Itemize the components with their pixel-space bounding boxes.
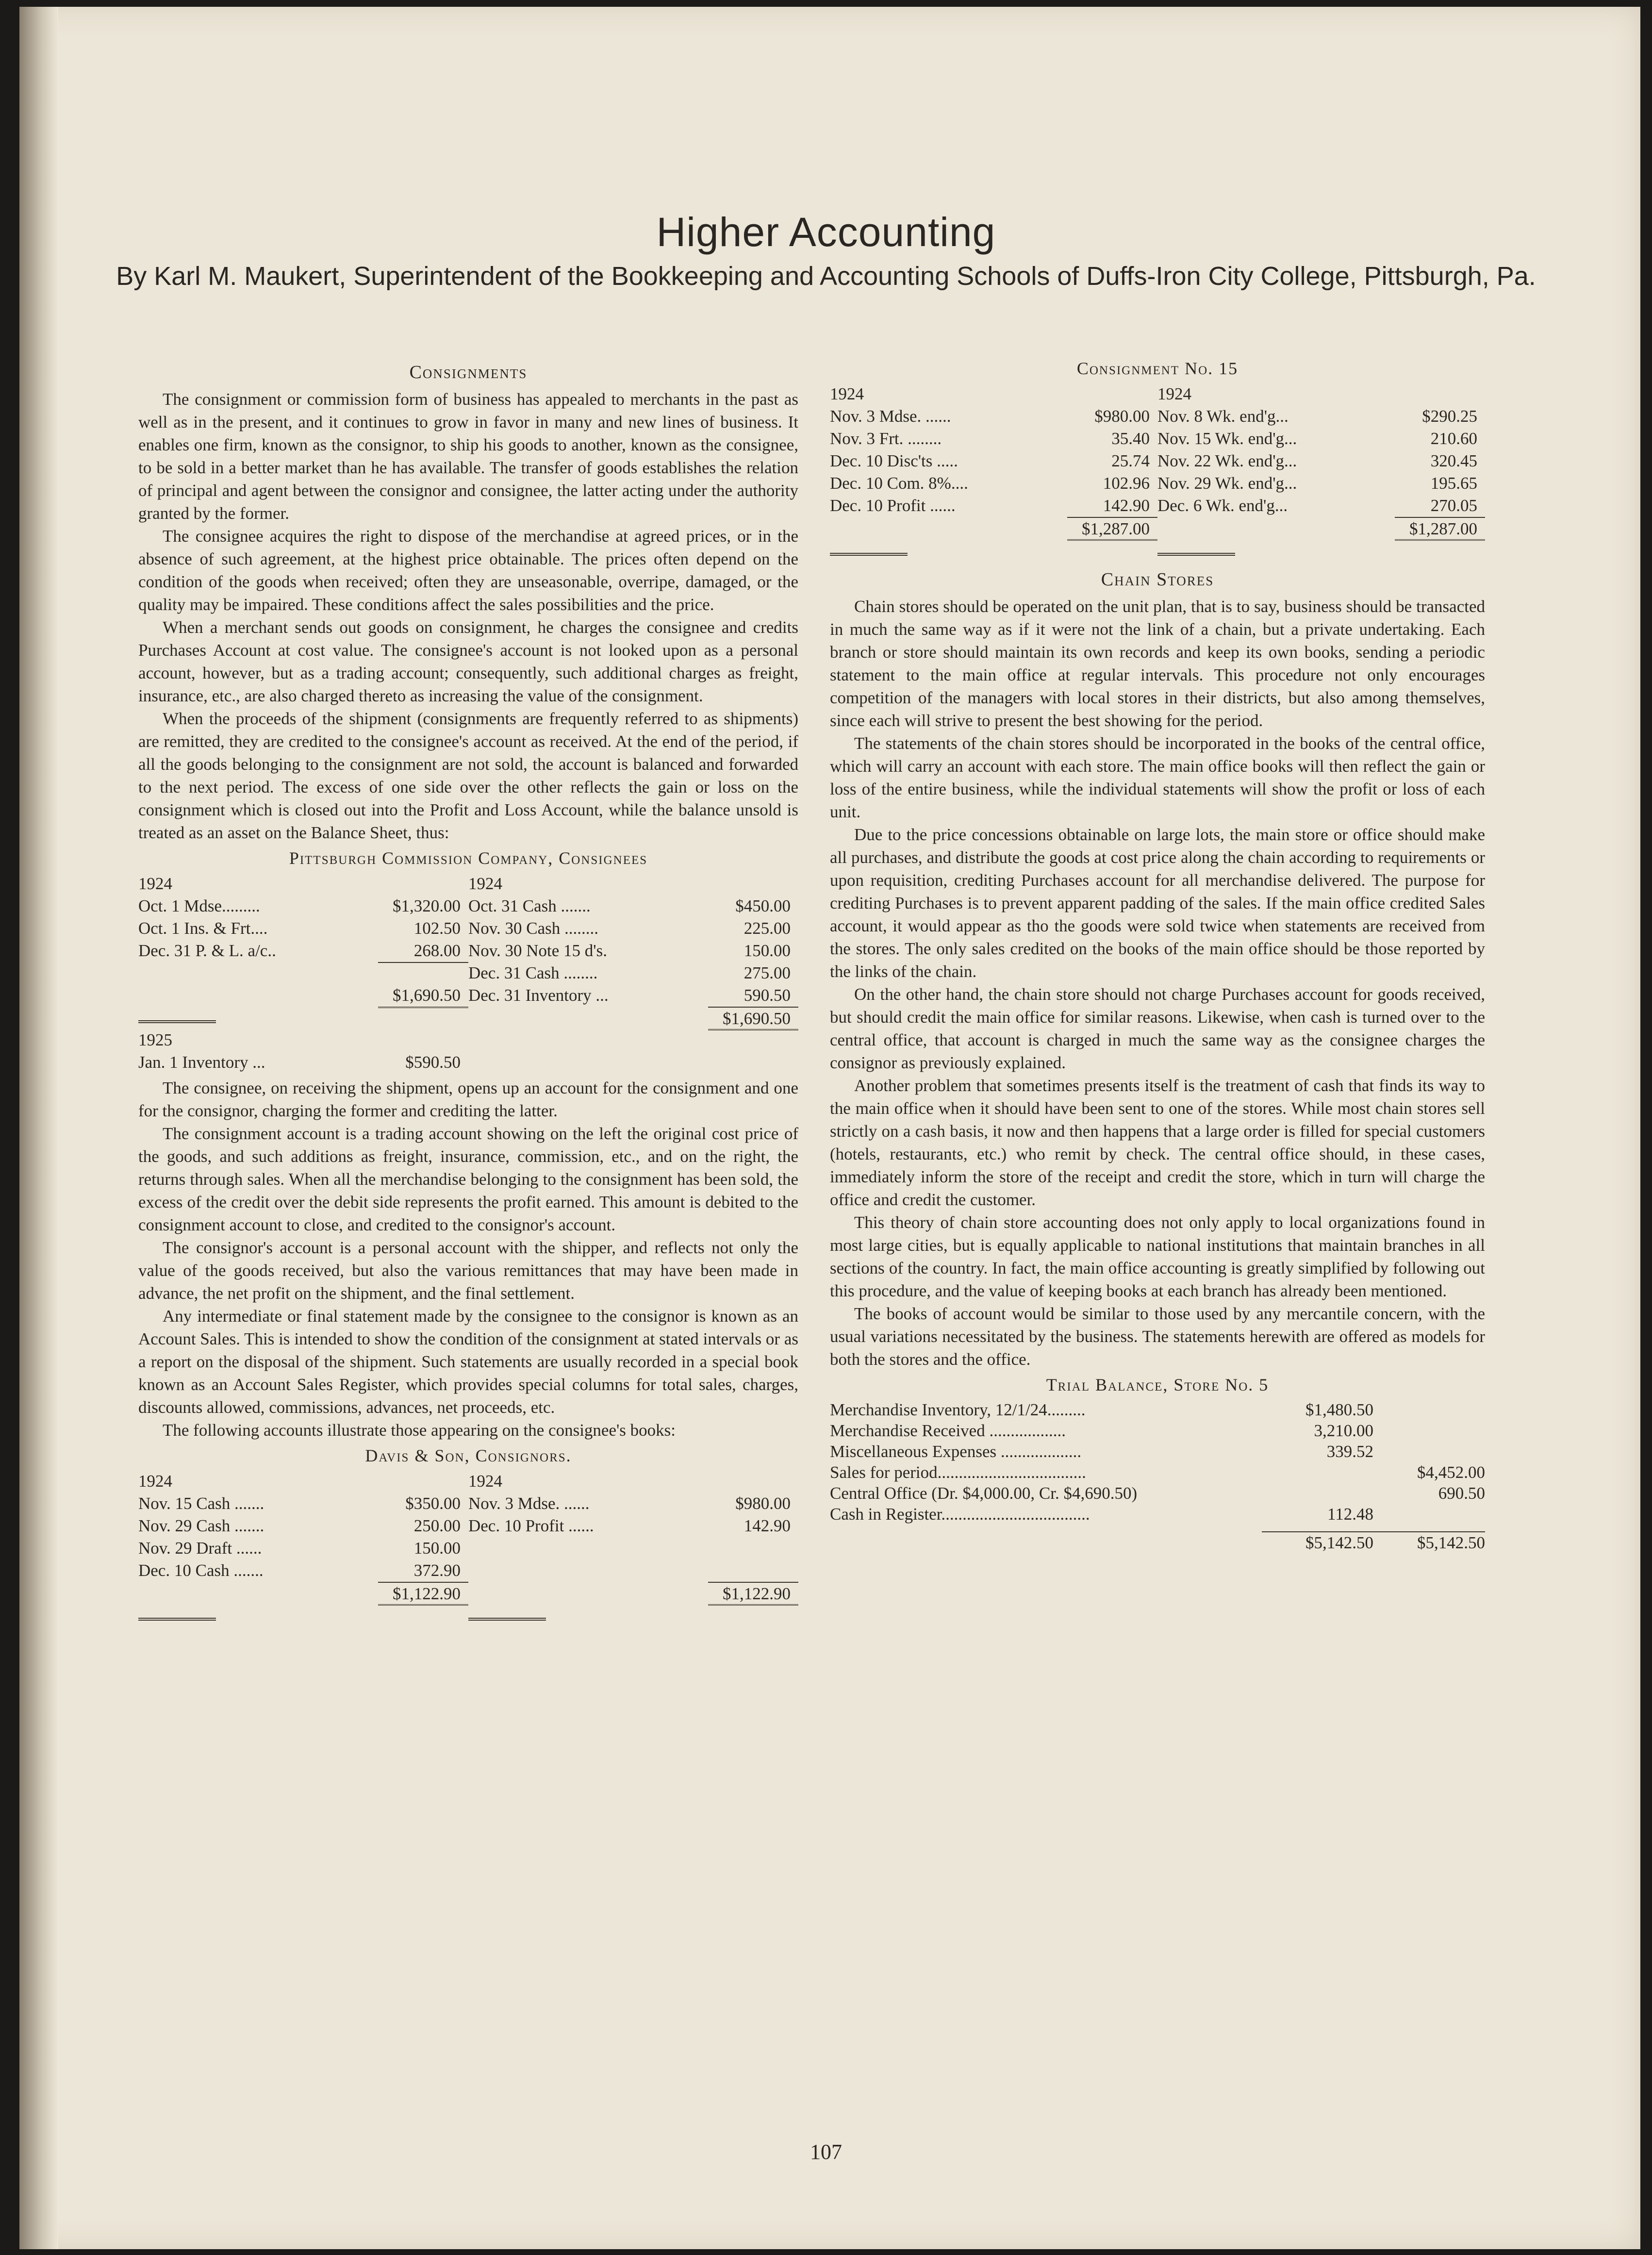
ledger-entry: Jan. 1 Inventory ... xyxy=(138,1053,265,1072)
ledger-amount: $590.50 xyxy=(405,1053,461,1072)
trial-balance-credit xyxy=(1373,1504,1485,1525)
paragraph: On the other hand, the chain store should not charge Purchases account for goods received, but should credit the main office for similar reasons. Likewise, when cash is turned over to the central office, that account is charged in much the same way as the consignee charges the consignor as previously explained. xyxy=(830,985,1485,1072)
trial-balance-row xyxy=(830,1420,1485,1441)
ledger-row xyxy=(830,495,1485,517)
double-rule xyxy=(1157,553,1235,556)
paragraph: The books of account would be similar to those used by any mercantile concern, with the usual variations necessitated by the business. The statements herewith are offered as models for both the stores and the office. xyxy=(830,1304,1485,1369)
ledger-year-row xyxy=(138,1470,798,1492)
ledger-entry xyxy=(138,984,378,1007)
ledger-row xyxy=(138,1537,798,1559)
paragraph: Due to the price concessions obtainable on large lots, the main store or office should make all purchases, and distribute the goods at cost price along the chain according to requirements or upon requisition, crediting Purchases account for all merchandise delivered. The purpose for crediting Purchases is to prevent apparent padding of the sales. If the main office credited Sales account, it would appear as tho the goods were sold twice when statements are received from the stores. The only sales credited on the books of the main office should be those reported by the links of the chain. xyxy=(830,825,1485,981)
ledger-amount: 150.00 xyxy=(413,1539,461,1558)
trial-balance-credit: 690.50 xyxy=(1438,1484,1485,1503)
ledger-amount: $1,690.50 xyxy=(393,986,461,1005)
book-gutter xyxy=(19,7,58,2249)
ledger-heading: Davis & Son, Consignors. xyxy=(365,1446,572,1465)
trial-balance-item: Cash in Register................................... xyxy=(830,1505,1090,1524)
paragraph: Any intermediate or final statement made by the consignee to the consignor is known as an Account Sales. This is intended to show the condition of the consignment at stated intervals or as a report on the disposal of the shipment. Such statements are usually recorded in a special book known as an Account Sales Register, which provides special columns for total sales, charges, discounts allowed, commissions, advances, net proceeds, etc. xyxy=(138,1307,798,1417)
article-header xyxy=(0,209,1652,293)
paragraph: When a merchant sends out goods on consignment, he charges the consignee and credits Purchases Account at cost value. The consignee's account is not looked upon as a personal account, however, but as a trading account; consequently, such additional charges as freight, insurance, etc., are also charged thereto as increasing the value of the consignment. xyxy=(138,618,798,705)
ledger-entry: Nov. 8 Wk. end'g... xyxy=(1157,407,1289,426)
trial-balance-item: Merchandise Inventory, 12/1/24......... xyxy=(830,1400,1086,1419)
ledger-davis-son xyxy=(138,1444,798,1626)
trial-balance-item: Central Office (Dr. $4,000.00, Cr. $4,690.50) xyxy=(830,1484,1138,1503)
section-heading-chain-stores: Chain Stores xyxy=(1101,569,1214,590)
ledger-year: 1924 xyxy=(830,384,864,403)
ledger-rule xyxy=(708,1029,798,1051)
ledger-entry: Oct. 31 Cash ....... xyxy=(468,896,591,915)
double-rule xyxy=(138,1020,216,1023)
double-rule xyxy=(468,1618,546,1621)
paragraph: The consignment or commission form of business has appealed to merchants in the past as well as in the present, and it continues to grow in favor in many and new lines of business. It enables one firm, known as the consignor, to ship his goods to another, known as the consignee, to be sold in a better market than he has available. The transfer of goods establishes the relation of principal and agent between the consignor and consignee, the latter acting under the authority granted by the former. xyxy=(138,390,798,523)
ledger-row xyxy=(138,1515,798,1537)
ledger-amount: 372.90 xyxy=(413,1561,461,1580)
ledger-total-row xyxy=(138,1007,798,1029)
paragraph: Another problem that sometimes presents itself is the treatment of cash that finds its way to the main office when it should have been sent to one of the stores. While most chain stores sell strictly on a cash basis, it now and then happens that a large order is filled for special customers (hotels, restaurants, etc.) who remit by check. The central office should, in these cases, immediately inform the store of the receipt and credit the store, which in turn will charge the office and credit the customer. xyxy=(830,1076,1485,1209)
ledger-amount: $350.00 xyxy=(405,1494,461,1513)
ledger-year: 1924 xyxy=(138,874,172,893)
ledger-row xyxy=(138,984,798,1007)
trial-balance-debit xyxy=(1262,1483,1373,1504)
ledger-total: $1,287.00 xyxy=(1067,517,1157,539)
ledger-amount: 250.00 xyxy=(413,1516,461,1535)
ledger-rule xyxy=(1395,539,1485,562)
ledger-rule xyxy=(378,1007,468,1029)
paragraph: The statements of the chain stores should be incorporated in the books of the central office, which will carry an account with each store. The main office books will then reflect the gain or loss of the entire business, while the individual statements will show the profit or loss of each unit. xyxy=(830,734,1485,821)
ledger-row xyxy=(138,940,798,962)
section-heading-consignments: Consignments xyxy=(409,362,528,382)
ledger-entry: Nov. 29 Wk. end'g... xyxy=(1157,474,1297,493)
ledger-amount: $980.00 xyxy=(735,1494,791,1513)
ledger-total: $1,122.90 xyxy=(708,1582,798,1604)
trial-balance-credit xyxy=(1373,1420,1485,1441)
trial-balance-row xyxy=(830,1399,1485,1420)
trial-balance-item: Sales for period................................... xyxy=(830,1463,1086,1482)
article-byline: By Karl M. Maukert, Superintendent of the Bookkeeping and Accounting Schools of Duffs-Iron City College, Pittsburgh, Pa. xyxy=(116,262,1536,291)
ledger-amount: 225.00 xyxy=(743,919,791,938)
paragraph: The consignee, on receiving the shipment, opens up an account for the consignment and one for the consignor, charging the former and crediting the latter. xyxy=(138,1078,798,1120)
trial-balance-row xyxy=(830,1483,1485,1504)
ledger-amount: $450.00 xyxy=(735,896,791,915)
paragraph: Chain stores should be operated on the unit plan, that is to say, business should be transacted in much the same way as if it were not the link of a chain, but a private undertaking. Each branch or store should maintain its own records and keep its own books, sending a periodic statement to the main office at regular intervals. This procedure not only encourages competition of the managers with local stores in their districts, but also among themselves, since each will strive to present the best showing for the period. xyxy=(830,597,1485,730)
ledger-year-row xyxy=(138,873,798,895)
ledger-pittsburgh-commission xyxy=(138,847,798,1074)
ledger-row xyxy=(830,472,1485,495)
trial-balance-debit: 3,210.00 xyxy=(1314,1421,1373,1440)
paragraph: The consignor's account is a personal account with the shipper, and reflects not only the value of the goods received, but also the various remittances that may have been made in advance, the net profit on the shipment, and the final settlement. xyxy=(138,1238,798,1303)
ledger-total-row xyxy=(138,1582,798,1604)
ledger-row xyxy=(138,1051,798,1074)
ledger-total: $1,122.90 xyxy=(378,1582,468,1604)
ledger-amount: $290.25 xyxy=(1422,407,1477,426)
trial-balance-credit xyxy=(1373,1441,1485,1462)
ledger-entry: Nov. 15 Wk. end'g... xyxy=(1157,429,1297,448)
ledger-row xyxy=(830,450,1485,472)
trial-balance-debit xyxy=(1262,1462,1373,1483)
double-rule xyxy=(830,553,908,556)
ledger-year: 1924 xyxy=(468,1472,502,1491)
ledger-year: 1924 xyxy=(138,1472,172,1491)
ledger-entry: Dec. 31 Inventory ... xyxy=(468,986,609,1005)
ledger-entry: Nov. 15 Cash ....... xyxy=(138,1494,264,1513)
ledger-total: $1,287.00 xyxy=(1395,517,1485,539)
ledger-entry: Dec. 31 Cash ........ xyxy=(468,963,598,982)
ledger-row xyxy=(138,1492,798,1515)
ledger-year-row xyxy=(138,1029,798,1051)
left-column xyxy=(138,354,798,1629)
ledger-row xyxy=(138,962,798,984)
ledger-entry: Nov. 30 Note 15 d's. xyxy=(468,941,607,960)
ledger-entry: Nov. 3 Mdse. ...... xyxy=(830,407,951,426)
ledger-entry: Nov. 3 Frt. ........ xyxy=(830,429,942,448)
trial-balance-row xyxy=(830,1441,1485,1462)
page-number: 107 xyxy=(810,2140,842,2164)
trial-balance-item: Miscellaneous Expenses ................... xyxy=(830,1442,1082,1461)
ledger-entry: Dec. 10 Cash ....... xyxy=(138,1561,264,1580)
trial-balance-debit: $1,480.50 xyxy=(1305,1400,1373,1419)
ledger-entry: Dec. 10 Profit ...... xyxy=(830,496,956,515)
ledger-entry: Oct. 1 Mdse......... xyxy=(138,896,260,915)
trial-balance-debit: 112.48 xyxy=(1327,1505,1373,1524)
ledger-amount: 210.60 xyxy=(1430,429,1477,448)
ledger-amount: 195.65 xyxy=(1430,474,1477,493)
paragraph: This theory of chain store accounting does not only apply to local organizations found in most large cities, but is equally applicable to national institutions that maintain branches in all sections of the country. In fact, the main office accounting is greatly simplified by following out this procedure, and the value of keeping books at each branch has already been mentioned. xyxy=(830,1213,1485,1300)
ledger-rule xyxy=(708,1604,798,1626)
ledger-row xyxy=(830,428,1485,450)
ledger-year-row xyxy=(830,383,1485,405)
trial-balance-store-5 xyxy=(830,1374,1485,1552)
ledger-amount: 142.90 xyxy=(743,1516,791,1535)
ledger-amount: 142.90 xyxy=(1103,496,1150,515)
ledger-row xyxy=(138,917,798,940)
ledger-year: 1924 xyxy=(468,874,502,893)
double-rule xyxy=(138,1618,216,1621)
ledger-amount: 270.05 xyxy=(1430,496,1477,515)
ledger-rule xyxy=(378,1604,468,1626)
ledger-entry: Dec. 31 P. & L. a/c.. xyxy=(138,941,276,960)
right-column xyxy=(830,354,1485,1555)
paragraph: The following accounts illustrate those appearing on the consignee's books: xyxy=(163,1421,676,1440)
ledger-rule-row xyxy=(830,539,1485,562)
ledger-amount: 150.00 xyxy=(743,941,791,960)
trial-balance-credit xyxy=(1373,1399,1485,1420)
paragraph: When the proceeds of the shipment (consignments are frequently referred to as shipments) are remitted, they are credited to the consignee's account as received. At the end of the period, if all the goods belonging to the consignment are not sold, the account is balanced and forwarded to the next period. The excess of one side over the other reflects the gain or loss on the consignment which is closed out into the Profit and Loss Account, while the balance unsold is treated as an asset on the Balance Sheet, thus: xyxy=(138,709,798,842)
trial-balance-credit: $4,452.00 xyxy=(1417,1463,1485,1482)
ledger-entry: Oct. 1 Ins. & Frt.... xyxy=(138,919,268,938)
ledger-year: 1925 xyxy=(138,1030,172,1049)
ledger-year: 1924 xyxy=(1157,384,1191,403)
ledger-heading: Trial Balance, Store No. 5 xyxy=(1046,1375,1269,1394)
trial-balance-total-debit: $5,142.50 xyxy=(1262,1531,1373,1552)
ledger-entry: Dec. 10 Disc'ts ..... xyxy=(830,451,958,470)
ledger-amount: 320.45 xyxy=(1430,451,1477,470)
ledger-entry: Nov. 29 Cash ....... xyxy=(138,1516,264,1535)
ledger-heading: Consignment No. 15 xyxy=(1076,359,1239,378)
ledger-entry: Nov. 30 Cash ........ xyxy=(468,919,599,938)
ledger-heading: Pittsburgh Commission Company, Consignees xyxy=(289,848,648,868)
trial-balance-total-row xyxy=(830,1531,1485,1552)
ledger-amount: $980.00 xyxy=(1094,407,1150,426)
ledger-amount: 102.96 xyxy=(1103,474,1150,493)
trial-balance-total-credit: $5,142.50 xyxy=(1373,1531,1485,1552)
ledger-total: $1,690.50 xyxy=(708,1007,798,1029)
ledger-entry: Nov. 22 Wk. end'g... xyxy=(1157,451,1297,470)
ledger-amount: 275.00 xyxy=(743,963,791,982)
ledger-entry xyxy=(138,962,378,984)
ledger-row xyxy=(830,405,1485,428)
ledger-amount: 102.50 xyxy=(413,919,461,938)
ledger-amount: 590.50 xyxy=(743,986,791,1005)
ledger-entry: Nov. 3 Mdse. ...... xyxy=(468,1494,590,1513)
paragraph: The consignee acquires the right to dispose of the merchandise at agreed prices, or in the absence of such agreement, at the highest price obtainable. The prices often depend on the condition of the goods when received; often they are unseasonable, overripe, damaged, or the quality may be impaired. These conditions affect the sales possibilities and the price. xyxy=(138,527,798,614)
ledger-rule-row xyxy=(138,1604,798,1626)
ledger-entry: Dec. 10 Profit ...... xyxy=(468,1516,594,1535)
ledger-amount: 268.00 xyxy=(413,941,461,960)
ledger-rule xyxy=(1067,539,1157,562)
ledger-row xyxy=(138,895,798,917)
ledger-entry: Dec. 6 Wk. end'g... xyxy=(1157,496,1288,515)
ledger-amount xyxy=(378,962,468,984)
ledger-amount: 35.40 xyxy=(1111,429,1150,448)
ledger-row xyxy=(138,1559,798,1582)
trial-balance-debit: 339.52 xyxy=(1326,1442,1373,1461)
trial-balance-item: Merchandise Received .................. xyxy=(830,1421,1066,1440)
article-title: Higher Accounting xyxy=(656,209,996,255)
trial-balance-row xyxy=(830,1462,1485,1483)
ledger-amount: 25.74 xyxy=(1111,451,1150,470)
ledger-entry: Dec. 10 Com. 8%.... xyxy=(830,474,968,493)
ledger-entry: Nov. 29 Draft ...... xyxy=(138,1539,262,1558)
ledger-amount: $1,320.00 xyxy=(393,896,461,915)
ledger-consignment-15 xyxy=(830,357,1485,562)
ledger-total-row xyxy=(830,517,1485,539)
paragraph: The consignment account is a trading account showing on the left the original cost price of the goods, and such additions as freight, insurance, commission, etc., and on the right, the returns through sales. When all the merchandise belonging to the consignment has been sold, the excess of the credit over the debit side represents the profit earned. This amount is debited to the consignment account to close, and credited to the consignor's account. xyxy=(138,1124,798,1234)
trial-balance-row xyxy=(830,1504,1485,1525)
